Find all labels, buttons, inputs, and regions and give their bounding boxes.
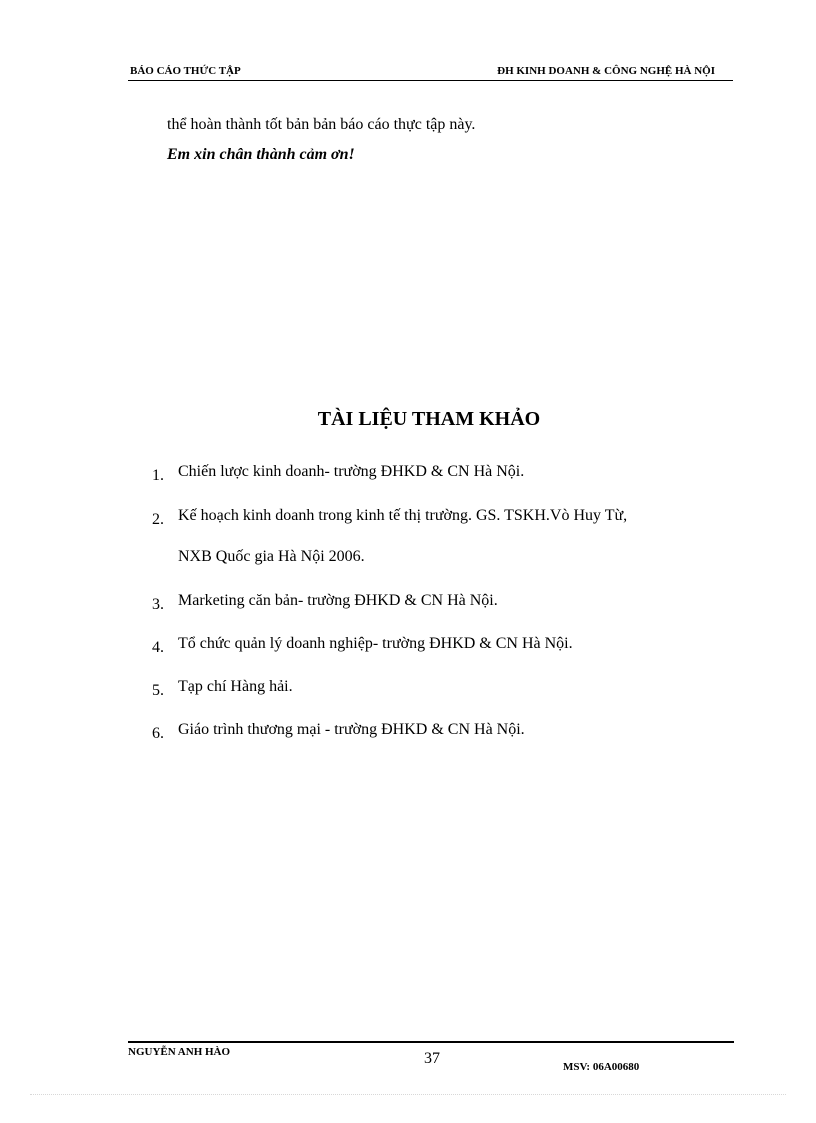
reference-text: Tổ chức quản lý doanh nghiệp- trường ĐHKD & CN Hà Nội. <box>178 635 573 652</box>
reference-number: 3. <box>152 596 164 613</box>
page-bottom-edge <box>30 1094 786 1095</box>
footer-student-id: MSV: 06A00680 <box>563 1061 640 1073</box>
reference-number: 1. <box>152 467 164 484</box>
reference-text: Marketing căn bản- trường ĐHKD & CN Hà Nội. <box>178 592 498 609</box>
footer-author-name: NGUYỄN ANH HÀO <box>128 1046 231 1058</box>
reference-text: Chiến lược kinh doanh- trường ĐHKD & CN Hà Nội. <box>178 463 525 480</box>
reference-text-continuation: NXB Quốc gia Hà Nội 2006. <box>178 548 365 565</box>
reference-item <box>152 463 524 485</box>
reference-item <box>152 635 573 657</box>
closing-thanks: Em xin chân thành cảm ơn! <box>167 146 355 163</box>
header-university-name: ĐH KINH DOANH & CÔNG NGHỆ HÀ NỘI <box>497 65 715 77</box>
reference-number: 4. <box>152 639 164 656</box>
reference-number: 5. <box>152 682 164 699</box>
reference-number: 6. <box>152 725 164 742</box>
references-title: TÀI LIỆU THAM KHẢO <box>317 408 541 430</box>
header-report-title: BÁO CÁO THỨC TẬP <box>130 65 241 77</box>
reference-number: 2. <box>152 511 164 528</box>
reference-item <box>152 507 627 529</box>
footer-divider <box>128 1041 734 1043</box>
reference-item <box>152 721 525 743</box>
reference-text: Tạp chí Hàng hải. <box>178 678 293 695</box>
reference-item <box>152 678 293 700</box>
reference-text: Giáo trình thương mại - trường ĐHKD & CN Hà Nội. <box>178 721 525 738</box>
reference-item <box>152 592 498 614</box>
page-header <box>128 62 733 81</box>
body-text-line: thể hoàn thành tốt bản bản báo cáo thực tập này. <box>167 116 476 133</box>
reference-text: Kế hoạch kinh doanh trong kinh tế thị trường. GS. TSKH.Vò Huy Từ, <box>178 507 628 524</box>
page-number: 37 <box>424 1050 440 1067</box>
